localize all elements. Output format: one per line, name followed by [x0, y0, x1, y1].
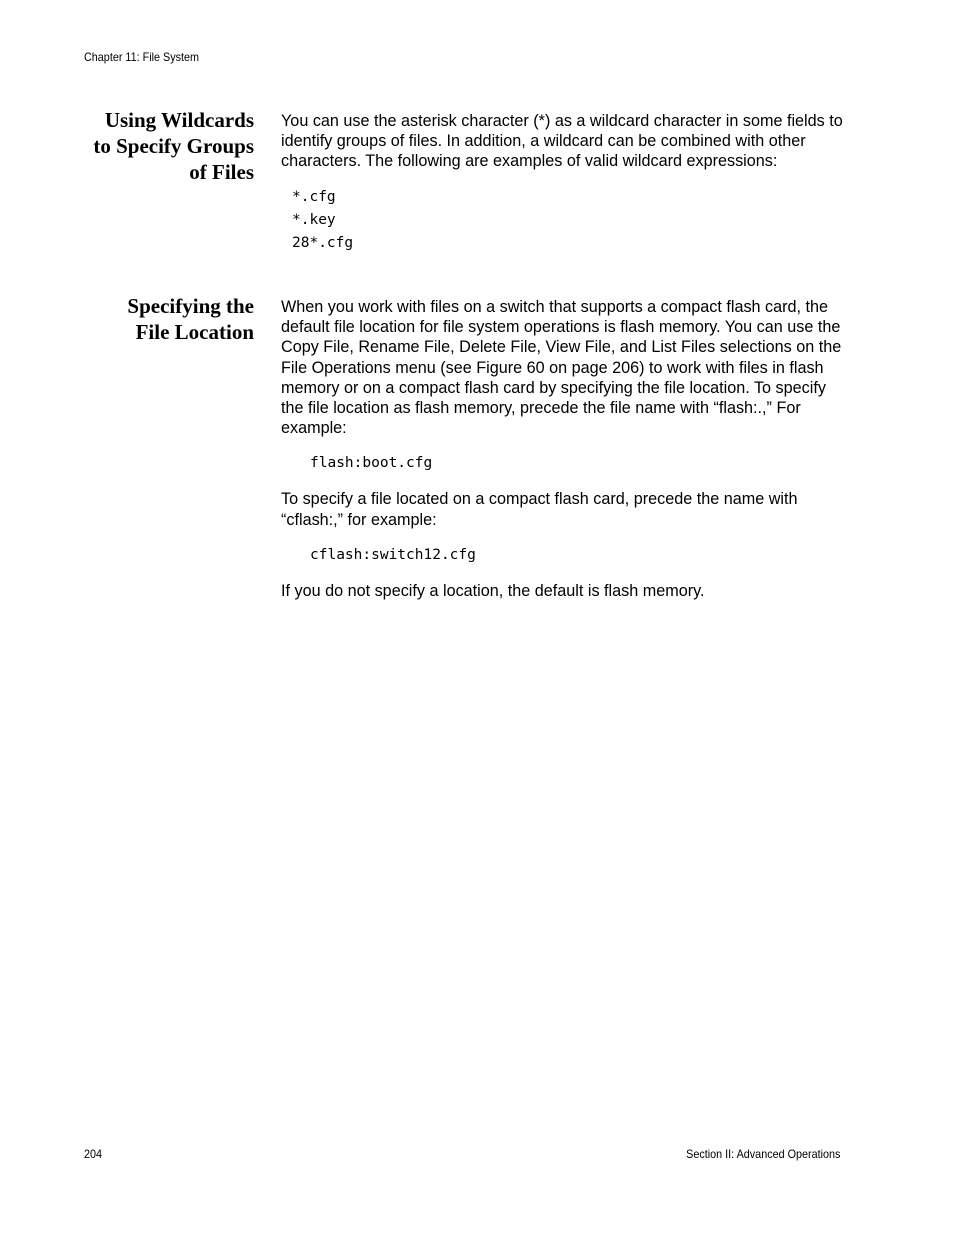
- default-location-paragraph: If you do not specify a location, the default is flash memory.: [281, 581, 705, 600]
- running-head: Chapter 11: File System: [84, 50, 200, 64]
- section-body-wildcards: [281, 111, 851, 255]
- heading-line: Specifying the: [127, 294, 254, 318]
- page-number: 204: [84, 1147, 103, 1161]
- cflash-code-example: cflash:switch12.cfg: [310, 546, 476, 563]
- footer-section-name: Section II: Advanced Operations: [685, 1147, 840, 1161]
- wildcard-intro-paragraph: You can use the asterisk character (*) as a wildcard character in some fields to identify groups of files. In addition, a wildcard can be combined with other characters. The following are examples of valid wildcard expressions:: [281, 112, 843, 171]
- heading-line: Using Wildcards: [104, 108, 254, 132]
- code-line: *.key: [292, 211, 336, 228]
- cflash-paragraph: To specify a file located on a compact flash card, precede the name with “cflash:,” for example:: [281, 490, 798, 529]
- wildcard-examples: [292, 186, 851, 255]
- code-line: 28*.cfg: [292, 234, 354, 251]
- section-heading-file-location: [54, 293, 254, 345]
- section-body-file-location: [281, 297, 851, 601]
- file-location-paragraph: When you work with files on a switch that supports a compact flash card, the default file location for file system operations is flash memory. You can use the Copy File, Rename File, Delete File, View File, and List Files selections on the File Operations menu (see Figure 60 on page 206) to work with files in flash memory or on a compact flash card by specifying the file location. To specify the file location as flash memory, precede the file name with “flash:.,” For example:: [281, 298, 842, 438]
- code-line: *.cfg: [292, 188, 336, 205]
- flash-code-example: flash:boot.cfg: [310, 455, 433, 472]
- section-heading-wildcards: [54, 107, 254, 185]
- heading-line: of Files: [189, 160, 254, 184]
- heading-line: File Location: [135, 320, 254, 344]
- heading-line: to Specify Groups: [93, 134, 254, 158]
